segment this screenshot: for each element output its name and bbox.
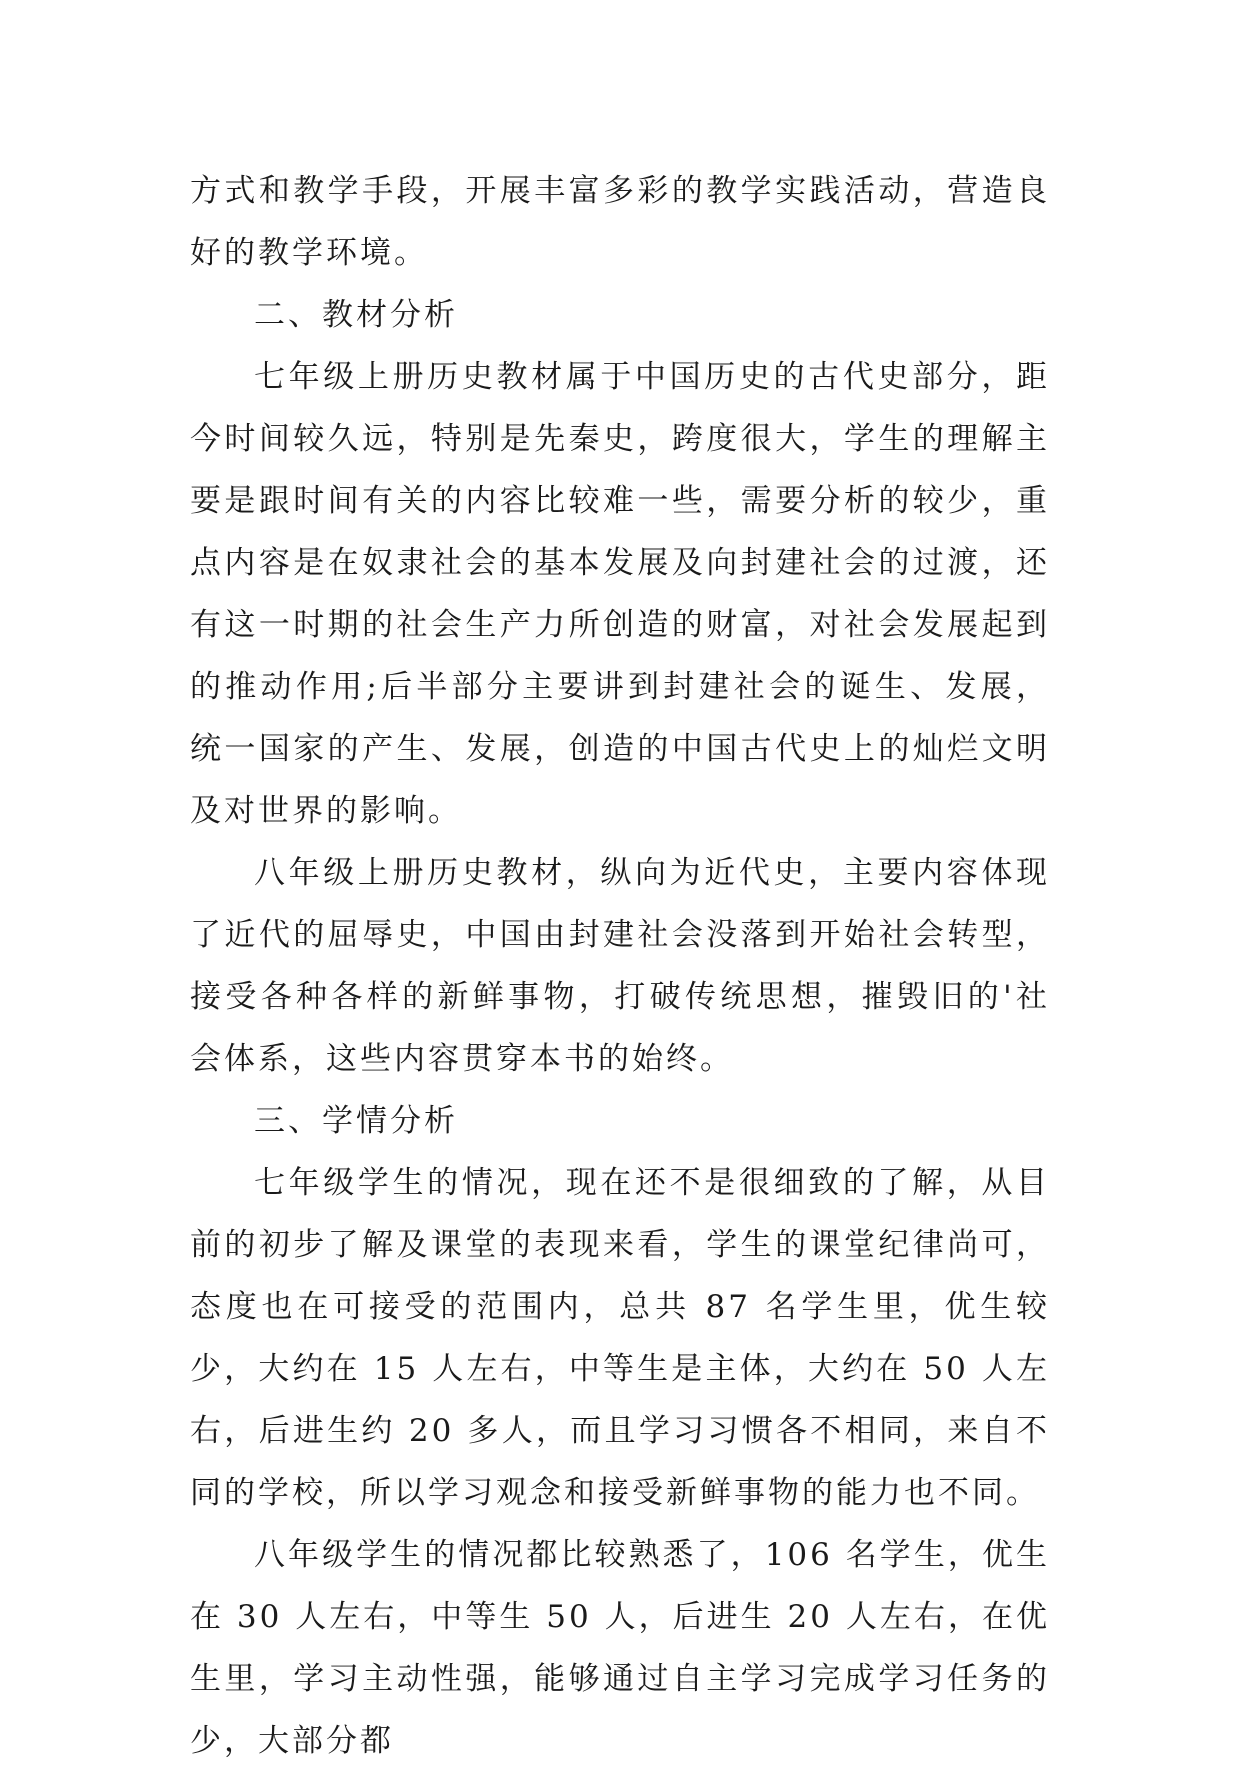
paragraph-grade7-students: 七年级学生的情况，现在还不是很细致的了解，从目前的初步了解及课堂的表现来看，学生的课堂纪律尚可，态度也在可接受的范围内，总共 87 名学生里，优生较少，大约在 15 人左右，中等生是主体，大约在 50 人左右，后进生约 20 多人，而且学习习惯各不相同，来自不同的学校，所以学习观念和接受新鲜事物的能力也不同。 [190,1165,1050,1511]
paragraph-grade7-textbook: 七年级上册历史教材属于中国历史的古代史部分，距今时间较久远，特别是先秦史，跨度很大，学生的理解主要是跟时间有关的内容比较难一些，需要分析的较少，重点内容是在奴隶社会的基本发展及向封建社会的过渡，还有这一时期的社会生产力所创造的财富，对社会发展起到的推动作用;后半部分主要讲到封建社会的诞生、发展，统一国家的产生、发展，创造的中国古代史上的灿烂文明及对世界的影响。 [190,359,1050,829]
paragraph-continuation: 方式和教学手段，开展丰富多彩的教学实践活动，营造良好的教学环境。 [190,173,1050,271]
paragraph-grade8-textbook: 八年级上册历史教材，纵向为近代史，主要内容体现了近代的屈辱史，中国由封建社会没落到开始社会转型，接受各种各样的新鲜事物，打破传统思想，摧毁旧的'社会体系，这些内容贯穿本书的始终。 [190,855,1050,1077]
section-heading-textbook-analysis: 二、教材分析 [254,297,458,333]
section-heading-student-analysis: 三、学情分析 [254,1103,458,1139]
document-body [190,160,1050,1772]
paragraph-grade8-students: 八年级学生的情况都比较熟悉了，106 名学生，优生在 30 人左右，中等生 50 人，后进生 20 人左右，在优生里，学习主动性强，能够通过自主学习完成学习任务的少，大部分都 [190,1537,1050,1759]
